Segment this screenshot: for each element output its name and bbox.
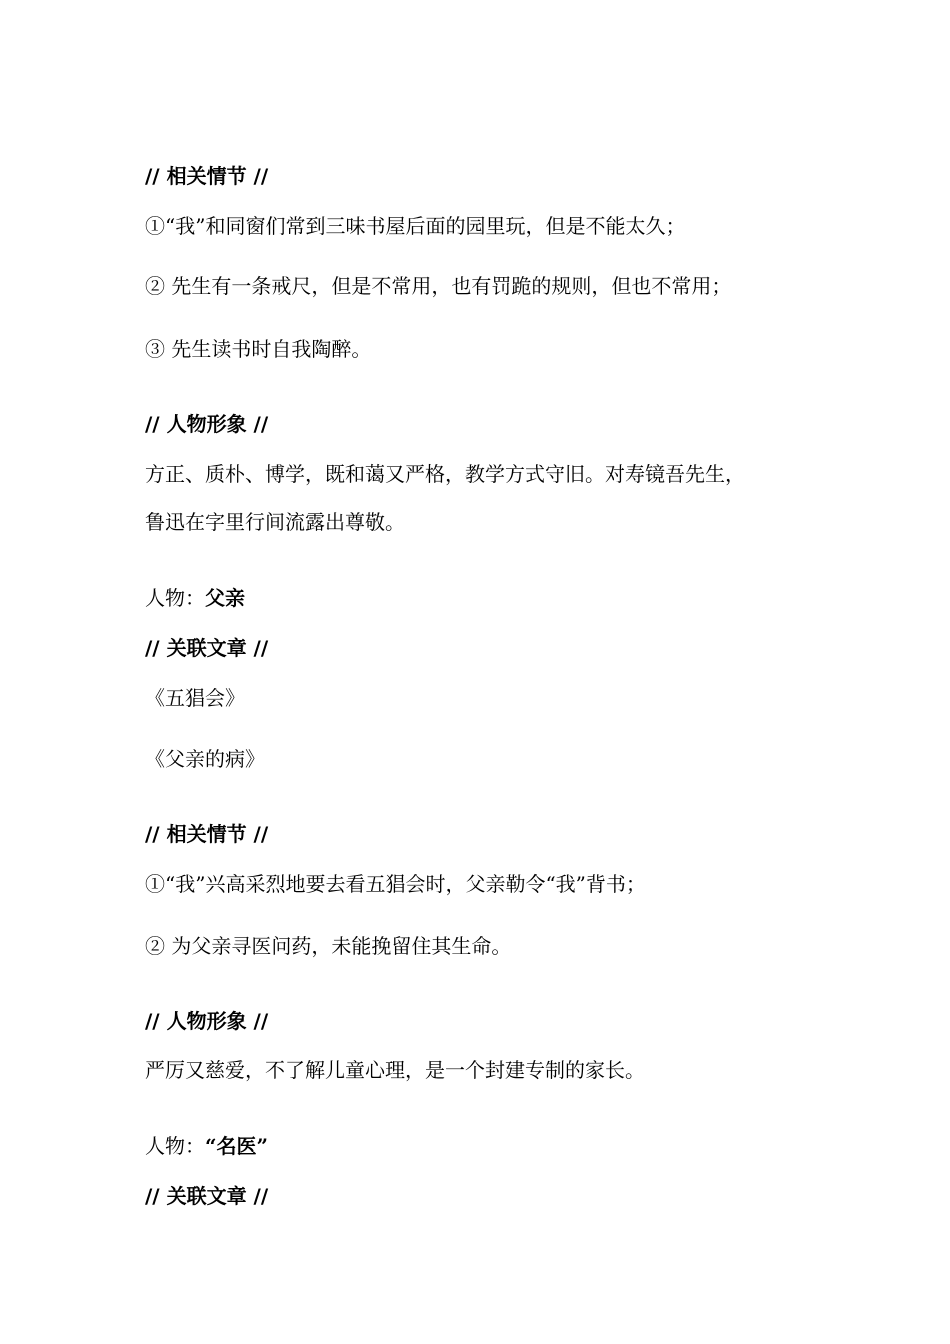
image-line-2: 鲁迅在字里行间流露出尊敬。: [145, 510, 405, 534]
person-name: “名医”: [205, 1134, 269, 1158]
articles-heading: // 关联文章 //: [145, 636, 269, 660]
plot-line-3: ③ 先生读书时自我陶醉。: [145, 337, 372, 361]
father-plot-line-1: ①“我”兴高采烈地要去看五猖会时，父亲勒令“我”背书；: [145, 872, 646, 896]
article-title-1: 《五猖会》: [145, 686, 245, 710]
image-line-1: 方正、质朴、博学，既和蔼又严格，教学方式守旧。对寿镜吾先生，: [145, 462, 745, 486]
plot-heading: // 相关情节 //: [145, 164, 269, 188]
person-label: 人物：: [145, 1134, 205, 1158]
father-plot-heading: // 相关情节 //: [145, 822, 269, 846]
person-name: 父亲: [205, 586, 245, 610]
plot-line-2: ② 先生有一条戒尺，但是不常用，也有罚跪的规则，但也不常用；: [145, 274, 732, 298]
person-father: [145, 584, 245, 612]
person-label: 人物：: [145, 586, 205, 610]
doctor-articles-heading: // 关联文章 //: [145, 1184, 269, 1208]
father-image-line-1: 严厉又慈爱，不了解儿童心理，是一个封建专制的家长。: [145, 1058, 645, 1082]
article-title-2: 《父亲的病》: [145, 747, 265, 771]
father-image-heading: // 人物形象 //: [145, 1009, 269, 1033]
father-plot-line-2: ② 为父亲寻医问药，未能挽留住其生命。: [145, 934, 512, 958]
person-doctor: [145, 1132, 268, 1160]
image-heading: // 人物形象 //: [145, 412, 269, 436]
plot-line-1: ①“我”和同窗们常到三味书屋后面的园里玩，但是不能太久；: [145, 214, 686, 238]
